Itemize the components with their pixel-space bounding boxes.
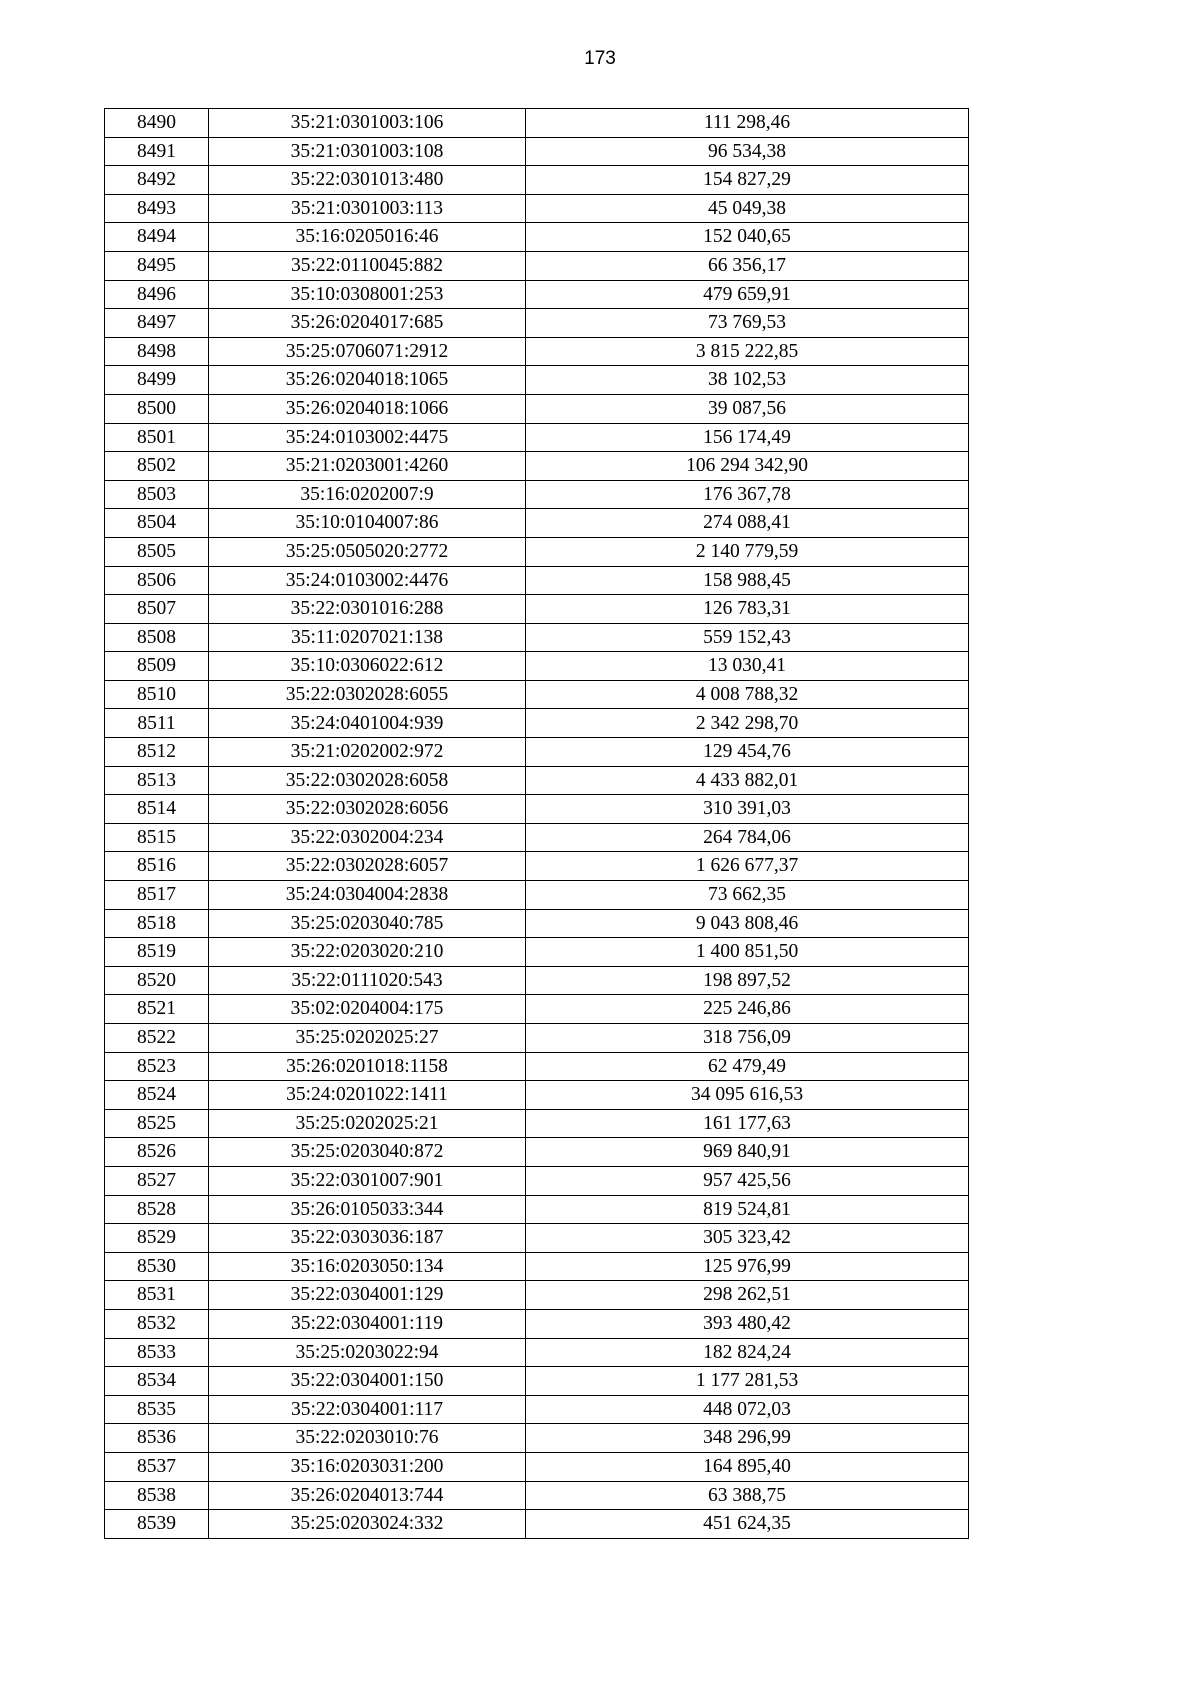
cadastral-value-cell: 1 177 281,53 bbox=[526, 1367, 969, 1396]
cadastral-number-cell: 35:22:0304001:150 bbox=[209, 1367, 526, 1396]
cadastral-number-cell: 35:25:0706071:2912 bbox=[209, 337, 526, 366]
cadastral-value-cell: 63 388,75 bbox=[526, 1481, 969, 1510]
row-number-cell: 8515 bbox=[105, 823, 209, 852]
cadastral-value-cell: 310 391,03 bbox=[526, 795, 969, 824]
cadastral-value-cell: 73 769,53 bbox=[526, 309, 969, 338]
cadastral-number-cell: 35:22:0302028:6056 bbox=[209, 795, 526, 824]
table-row bbox=[105, 394, 969, 423]
table-row bbox=[105, 1510, 969, 1539]
table-row bbox=[105, 966, 969, 995]
cadastral-number-cell: 35:22:0302028:6055 bbox=[209, 680, 526, 709]
cadastral-value-cell: 106 294 342,90 bbox=[526, 452, 969, 481]
cadastral-number-cell: 35:21:0203001:4260 bbox=[209, 452, 526, 481]
cadastral-value-cell: 225 246,86 bbox=[526, 995, 969, 1024]
cadastral-number-cell: 35:25:0202025:27 bbox=[209, 1024, 526, 1053]
table-row bbox=[105, 623, 969, 652]
table-body bbox=[105, 109, 969, 1539]
table-row bbox=[105, 1109, 969, 1138]
cadastral-number-cell: 35:22:0301013:480 bbox=[209, 166, 526, 195]
cadastral-value-cell: 176 367,78 bbox=[526, 480, 969, 509]
cadastral-number-cell: 35:26:0201018:1158 bbox=[209, 1052, 526, 1081]
table-row bbox=[105, 1138, 969, 1167]
table-row bbox=[105, 652, 969, 681]
cadastral-number-cell: 35:22:0304001:129 bbox=[209, 1281, 526, 1310]
table-row bbox=[105, 194, 969, 223]
row-number-cell: 8520 bbox=[105, 966, 209, 995]
cadastral-value-cell: 2 140 779,59 bbox=[526, 537, 969, 566]
cadastral-value-cell: 451 624,35 bbox=[526, 1510, 969, 1539]
cadastral-value-cell: 96 534,38 bbox=[526, 137, 969, 166]
table-row bbox=[105, 823, 969, 852]
table-row bbox=[105, 881, 969, 910]
cadastral-number-cell: 35:25:0203040:872 bbox=[209, 1138, 526, 1167]
row-number-cell: 8523 bbox=[105, 1052, 209, 1081]
cadastral-number-cell: 35:24:0103002:4476 bbox=[209, 566, 526, 595]
table-row bbox=[105, 1395, 969, 1424]
cadastral-value-cell: 1 400 851,50 bbox=[526, 938, 969, 967]
row-number-cell: 8496 bbox=[105, 280, 209, 309]
row-number-cell: 8532 bbox=[105, 1309, 209, 1338]
cadastral-number-cell: 35:22:0304001:117 bbox=[209, 1395, 526, 1424]
table-row bbox=[105, 680, 969, 709]
table-row bbox=[105, 1052, 969, 1081]
table-row bbox=[105, 480, 969, 509]
cadastral-number-cell: 35:22:0203010:76 bbox=[209, 1424, 526, 1453]
row-number-cell: 8521 bbox=[105, 995, 209, 1024]
cadastral-number-cell: 35:22:0111020:543 bbox=[209, 966, 526, 995]
cadastral-value-cell: 156 174,49 bbox=[526, 423, 969, 452]
row-number-cell: 8502 bbox=[105, 452, 209, 481]
row-number-cell: 8535 bbox=[105, 1395, 209, 1424]
row-number-cell: 8508 bbox=[105, 623, 209, 652]
row-number-cell: 8536 bbox=[105, 1424, 209, 1453]
cadastral-number-cell: 35:22:0303036:187 bbox=[209, 1224, 526, 1253]
cadastral-value-cell: 34 095 616,53 bbox=[526, 1081, 969, 1110]
cadastral-value-cell: 957 425,56 bbox=[526, 1166, 969, 1195]
row-number-cell: 8506 bbox=[105, 566, 209, 595]
table-row bbox=[105, 423, 969, 452]
table-row bbox=[105, 1481, 969, 1510]
cadastral-value-cell: 969 840,91 bbox=[526, 1138, 969, 1167]
cadastral-number-cell: 35:22:0302004:234 bbox=[209, 823, 526, 852]
cadastral-number-cell: 35:21:0301003:108 bbox=[209, 137, 526, 166]
row-number-cell: 8517 bbox=[105, 881, 209, 910]
cadastral-number-cell: 35:10:0308001:253 bbox=[209, 280, 526, 309]
cadastral-value-cell: 559 152,43 bbox=[526, 623, 969, 652]
cadastral-number-cell: 35:02:0204004:175 bbox=[209, 995, 526, 1024]
row-number-cell: 8507 bbox=[105, 595, 209, 624]
cadastral-number-cell: 35:11:0207021:138 bbox=[209, 623, 526, 652]
cadastral-value-cell: 819 524,81 bbox=[526, 1195, 969, 1224]
table-row bbox=[105, 1424, 969, 1453]
cadastral-value-cell: 448 072,03 bbox=[526, 1395, 969, 1424]
row-number-cell: 8491 bbox=[105, 137, 209, 166]
cadastral-number-cell: 35:26:0105033:344 bbox=[209, 1195, 526, 1224]
cadastral-number-cell: 35:22:0301016:288 bbox=[209, 595, 526, 624]
cadastral-value-cell: 9 043 808,46 bbox=[526, 909, 969, 938]
cadastral-number-cell: 35:24:0201022:1411 bbox=[209, 1081, 526, 1110]
row-number-cell: 8510 bbox=[105, 680, 209, 709]
row-number-cell: 8528 bbox=[105, 1195, 209, 1224]
row-number-cell: 8518 bbox=[105, 909, 209, 938]
cadastral-value-cell: 393 480,42 bbox=[526, 1309, 969, 1338]
row-number-cell: 8497 bbox=[105, 309, 209, 338]
cadastral-value-cell: 111 298,46 bbox=[526, 109, 969, 138]
table-row bbox=[105, 566, 969, 595]
cadastral-value-cell: 479 659,91 bbox=[526, 280, 969, 309]
cadastral-number-cell: 35:26:0204017:685 bbox=[209, 309, 526, 338]
row-number-cell: 8490 bbox=[105, 109, 209, 138]
row-number-cell: 8530 bbox=[105, 1252, 209, 1281]
page-number: 173 bbox=[584, 48, 616, 69]
table-row bbox=[105, 766, 969, 795]
row-number-cell: 8516 bbox=[105, 852, 209, 881]
cadastral-number-cell: 35:24:0401004:939 bbox=[209, 709, 526, 738]
cadastral-value-cell: 3 815 222,85 bbox=[526, 337, 969, 366]
cadastral-number-cell: 35:22:0302028:6057 bbox=[209, 852, 526, 881]
cadastral-value-cell: 73 662,35 bbox=[526, 881, 969, 910]
row-number-cell: 8519 bbox=[105, 938, 209, 967]
table-row bbox=[105, 509, 969, 538]
cadastral-value-cell: 152 040,65 bbox=[526, 223, 969, 252]
cadastral-value-cell: 4 433 882,01 bbox=[526, 766, 969, 795]
row-number-cell: 8527 bbox=[105, 1166, 209, 1195]
table-row bbox=[105, 1024, 969, 1053]
cadastral-value-cell: 39 087,56 bbox=[526, 394, 969, 423]
row-number-cell: 8539 bbox=[105, 1510, 209, 1539]
cadastral-value-cell: 126 783,31 bbox=[526, 595, 969, 624]
table-row bbox=[105, 337, 969, 366]
cadastral-value-cell: 264 784,06 bbox=[526, 823, 969, 852]
cadastral-number-cell: 35:25:0203022:94 bbox=[209, 1338, 526, 1367]
cadastral-value-cell: 182 824,24 bbox=[526, 1338, 969, 1367]
cadastral-value-cell: 62 479,49 bbox=[526, 1052, 969, 1081]
cadastral-number-cell: 35:26:0204018:1065 bbox=[209, 366, 526, 395]
cadastral-number-cell: 35:25:0202025:21 bbox=[209, 1109, 526, 1138]
row-number-cell: 8499 bbox=[105, 366, 209, 395]
table-row bbox=[105, 309, 969, 338]
cadastral-number-cell: 35:21:0202002:972 bbox=[209, 738, 526, 767]
table-row bbox=[105, 852, 969, 881]
table-row bbox=[105, 137, 969, 166]
table-row bbox=[105, 366, 969, 395]
cadastral-number-cell: 35:25:0505020:2772 bbox=[209, 537, 526, 566]
row-number-cell: 8529 bbox=[105, 1224, 209, 1253]
row-number-cell: 8513 bbox=[105, 766, 209, 795]
row-number-cell: 8504 bbox=[105, 509, 209, 538]
row-number-cell: 8533 bbox=[105, 1338, 209, 1367]
cadastral-value-cell: 66 356,17 bbox=[526, 251, 969, 280]
table-row bbox=[105, 1452, 969, 1481]
cadastral-number-cell: 35:22:0302028:6058 bbox=[209, 766, 526, 795]
row-number-cell: 8505 bbox=[105, 537, 209, 566]
row-number-cell: 8503 bbox=[105, 480, 209, 509]
row-number-cell: 8512 bbox=[105, 738, 209, 767]
cadastral-value-cell: 38 102,53 bbox=[526, 366, 969, 395]
row-number-cell: 8501 bbox=[105, 423, 209, 452]
table-row bbox=[105, 1252, 969, 1281]
cadastral-value-cell: 2 342 298,70 bbox=[526, 709, 969, 738]
table-row bbox=[105, 452, 969, 481]
table-row bbox=[105, 1281, 969, 1310]
cadastral-value-cell: 164 895,40 bbox=[526, 1452, 969, 1481]
row-number-cell: 8511 bbox=[105, 709, 209, 738]
table-row bbox=[105, 995, 969, 1024]
row-number-cell: 8498 bbox=[105, 337, 209, 366]
row-number-cell: 8526 bbox=[105, 1138, 209, 1167]
table-row bbox=[105, 537, 969, 566]
row-number-cell: 8514 bbox=[105, 795, 209, 824]
cadastral-number-cell: 35:10:0104007:86 bbox=[209, 509, 526, 538]
cadastral-value-cell: 158 988,45 bbox=[526, 566, 969, 595]
cadastral-value-cell: 161 177,63 bbox=[526, 1109, 969, 1138]
row-number-cell: 8500 bbox=[105, 394, 209, 423]
table-row bbox=[105, 909, 969, 938]
table-row bbox=[105, 1224, 969, 1253]
cadastral-value-table bbox=[104, 108, 969, 1539]
cadastral-number-cell: 35:25:0203024:332 bbox=[209, 1510, 526, 1539]
cadastral-value-cell: 125 976,99 bbox=[526, 1252, 969, 1281]
cadastral-number-cell: 35:21:0301003:106 bbox=[209, 109, 526, 138]
row-number-cell: 8537 bbox=[105, 1452, 209, 1481]
table-row bbox=[105, 1338, 969, 1367]
table-row bbox=[105, 1081, 969, 1110]
cadastral-number-cell: 35:16:0205016:46 bbox=[209, 223, 526, 252]
table-row bbox=[105, 1166, 969, 1195]
row-number-cell: 8509 bbox=[105, 652, 209, 681]
cadastral-number-cell: 35:10:0306022:612 bbox=[209, 652, 526, 681]
cadastral-number-cell: 35:16:0203031:200 bbox=[209, 1452, 526, 1481]
cadastral-number-cell: 35:24:0304004:2838 bbox=[209, 881, 526, 910]
row-number-cell: 8531 bbox=[105, 1281, 209, 1310]
cadastral-number-cell: 35:22:0110045:882 bbox=[209, 251, 526, 280]
table-row bbox=[105, 938, 969, 967]
cadastral-value-cell: 4 008 788,32 bbox=[526, 680, 969, 709]
table-row bbox=[105, 1367, 969, 1396]
row-number-cell: 8534 bbox=[105, 1367, 209, 1396]
row-number-cell: 8494 bbox=[105, 223, 209, 252]
table-row bbox=[105, 280, 969, 309]
cadastral-value-cell: 45 049,38 bbox=[526, 194, 969, 223]
cadastral-value-cell: 1 626 677,37 bbox=[526, 852, 969, 881]
table-row bbox=[105, 795, 969, 824]
cadastral-number-cell: 35:26:0204013:744 bbox=[209, 1481, 526, 1510]
cadastral-value-cell: 318 756,09 bbox=[526, 1024, 969, 1053]
table-row bbox=[105, 1195, 969, 1224]
cadastral-number-cell: 35:21:0301003:113 bbox=[209, 194, 526, 223]
row-number-cell: 8522 bbox=[105, 1024, 209, 1053]
cadastral-number-cell: 35:26:0204018:1066 bbox=[209, 394, 526, 423]
cadastral-value-cell: 348 296,99 bbox=[526, 1424, 969, 1453]
table-row bbox=[105, 251, 969, 280]
table-row bbox=[105, 223, 969, 252]
cadastral-value-cell: 13 030,41 bbox=[526, 652, 969, 681]
cadastral-value-cell: 305 323,42 bbox=[526, 1224, 969, 1253]
table-row bbox=[105, 109, 969, 138]
cadastral-number-cell: 35:22:0301007:901 bbox=[209, 1166, 526, 1195]
row-number-cell: 8495 bbox=[105, 251, 209, 280]
cadastral-value-cell: 129 454,76 bbox=[526, 738, 969, 767]
cadastral-value-cell: 198 897,52 bbox=[526, 966, 969, 995]
table-row bbox=[105, 709, 969, 738]
cadastral-value-cell: 274 088,41 bbox=[526, 509, 969, 538]
row-number-cell: 8492 bbox=[105, 166, 209, 195]
row-number-cell: 8493 bbox=[105, 194, 209, 223]
cadastral-value-cell: 298 262,51 bbox=[526, 1281, 969, 1310]
cadastral-number-cell: 35:22:0304001:119 bbox=[209, 1309, 526, 1338]
cadastral-number-cell: 35:25:0203040:785 bbox=[209, 909, 526, 938]
cadastral-value-cell: 154 827,29 bbox=[526, 166, 969, 195]
cadastral-number-cell: 35:24:0103002:4475 bbox=[209, 423, 526, 452]
table-row bbox=[105, 595, 969, 624]
row-number-cell: 8538 bbox=[105, 1481, 209, 1510]
table-row bbox=[105, 1309, 969, 1338]
cadastral-number-cell: 35:16:0202007:9 bbox=[209, 480, 526, 509]
cadastral-number-cell: 35:16:0203050:134 bbox=[209, 1252, 526, 1281]
cadastral-number-cell: 35:22:0203020:210 bbox=[209, 938, 526, 967]
row-number-cell: 8524 bbox=[105, 1081, 209, 1110]
row-number-cell: 8525 bbox=[105, 1109, 209, 1138]
table-row bbox=[105, 166, 969, 195]
table-row bbox=[105, 738, 969, 767]
